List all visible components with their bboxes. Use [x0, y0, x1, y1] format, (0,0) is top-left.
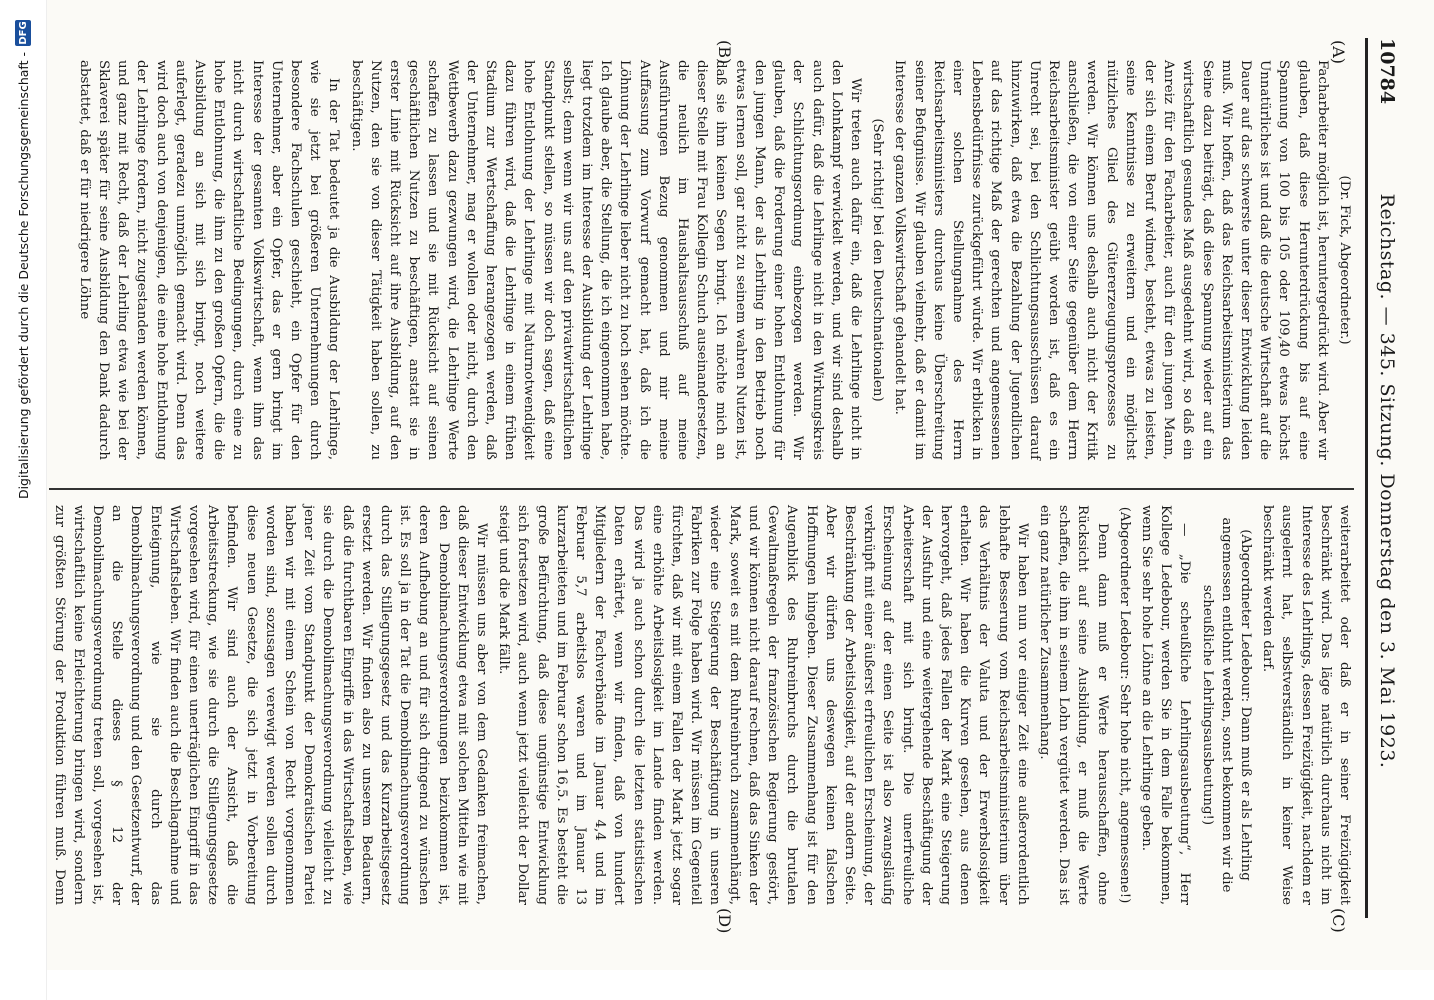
page-title: Reichstag. — 345. Sitzung. Donnerstag den 3. Mai 1923.	[1376, 193, 1398, 769]
credit-text: Digitalisierung gefördert durch die Deutsche Forschungsgemeinschaft -	[15, 52, 31, 500]
margin-marker-c: (C)	[1329, 908, 1348, 933]
paragraph: In der Tat bedeutet ja die Ausbildung der Lehrlinge, wie sie jetzt bei größeren Unternehmungen durch besondere Fachschulen geschieht, ein Opfer für den Unternehmer, aber ein Opfer, das er gern bringt im Interesse der gesamten Volkswirtschaft, wenn ihm das nicht durch wirtschaftliche Bedingungen, durch eine zu hohe Entlohnung, die ihm zu den großen Opfern, die die Ausbildung an sich mit sich bringt, noch weitere auferlegt, geradezu unmöglich gemacht wird. Denn das wird doch auch von denjenigen, die eine hohe Entlohnung der Lehrlinge fordern, nicht zugestanden werden können, und ganz mit Recht, daß der Lehrling etwa wie bei der Sklaverei später für seine Ausbildung den Dank dadurch abstattet, daß er für niedrigere Löhne	[76, 60, 342, 460]
speaker-line: (Dr. Fick, Abgeordneter.)	[1337, 175, 1352, 345]
margin-marker-a: (A)	[1329, 40, 1348, 65]
dfg-logo-icon: DFG	[15, 20, 31, 46]
interjection: (Sehr richtig! bei den Deutschnationalen)	[870, 118, 886, 402]
paragraph: Facharbeiter möglich ist, heruntergedrückt wird. Aber wir glauben, daß diese Herunterdrückung bis auf eine Spannung von 100 bis 105 oder 109,40 etwas höchst Unnatürliches ist und daß die deutsche Wirtschaft auf die Dauer auf das schwerste unter dieser Entwicklung leiden muß. Wir hoffen, daß das Reichsarbeitsministerium das Seine dazu beiträgt, daß diese Spannung wieder auf ein wirtschaftlich gesundes Maß ausgedehnt wird, so daß ein Anreiz für den Facharbeiter, auch für den jungen Mann, der sich einem Beruf widmet, besteht, etwas zu leisten, seine Kenntnisse zu erweitern und ein möglichst nützliches Glied des Gütererzeugungsprozesses zu werden. Wir können uns deshalb auch nicht der Kritik anschließen, die von einer Seite gegenüber dem Herrn Reichsarbeitsminister geübt worden ist, daß es ein Unrecht sei, bei den Schlichtungsausschüssen darauf hinzuwirken, daß etwa die Bezahlung der Jugendlichen auf das richtige Maß der gerechten und angemessenen Lebensbedürfnisse zurückgeführt würde. Wir erblicken in einer solchen Stellungnahme des Herrn Reichsarbeitsministers durchaus keine Überschreitung seiner Befugnisse. Wir glauben vielmehr, daß er damit im Interesse der ganzen Volkswirtschaft gehandelt hat.	[892, 60, 1330, 460]
margin-marker-b: (B)	[715, 40, 734, 65]
margin-marker-d: (D)	[715, 908, 734, 934]
interjection: (Abgeordneter Ledebour: Dann muß er als Lehrling angemessen entlohnt werden, sonst bekommen wir die scheußliche Lehrlingsausbeutung!)	[1199, 517, 1253, 893]
paragraph: Denn dann muß er Werte herausschaffen, ohne Rücksicht auf seine Ausbildung, er muß die Werte schaffen, die ihm in seinem Lohn vergütet werden. Das ist ein ganz natürlicher Zusammenhang.	[1036, 505, 1110, 905]
paragraph: weiterarbeitet oder daß er in seiner Freizügigkeit beschränkt wird. Das läge natürlich durchaus nicht im Interesse des Lehrlings, dessen Freizügigkeit, nachdem er ausgelernt hat, selbstverständlich in keiner Weise beschränkt werden darf.	[1260, 505, 1352, 905]
digitization-credit	[0, 0, 46, 1000]
paragraph: Wir treten auch dafür ein, daß die Lehrlinge nicht in den Lohnkampf verwickelt werden, und wir sind deshalb auch dafür, daß die Lehrlinge nicht in den Wirkungskreis der Schlichtungsordnung einbezogen werden. Wir glauben, daß die Forderung einer hohen Entlohnung für den jungen Mann, der als Lehrling in den Betrieb noch etwas lernen soll, gar nicht zu seinem wahren Nutzen ist, daß sie ihm keinen Segen bringt. Ich möchte mich an dieser Stelle mit Frau Kollegin Schuch auseinandersetzen, die neulich im Haushaltsausschuß auf meine Ausführungen Bezug genommen und mir meine Auffassung zum Vorwurf gemacht hat, daß ich die Löhnung der Lehrlinge lieber nicht zu hoch sehen möchte. Ich glaube aber, die Stellung, die ich eingenommen habe, liegt trotzdem im Interesse der Ausbildung der Lehrlinge selbst; denn wenn wir uns auf den privatwirtschaftlichen Standpunkt stellen, so müssen wir doch sagen, daß eine hohe Entlohnung der Lehrlinge mit Naturnotwendigkeit dazu führen wird, daß die Lehrlinge in einem frühen Stadium zur Wertschaffung herangezogen werden, daß der Unternehmer, mag er wollen oder nicht, durch den Wettbewerb dazu gezwungen wird, die Lehrlinge Werte schaffen zu lassen und sie mit Rücksicht auf seinen geschäftlichen Nutzen zu beschäftigen, anstatt sie in erster Linie mit Rücksicht auf ihre Ausbildung, auf den Nutzen, den sie von dieser Tätigkeit haben sollen, zu beschäftigen.	[348, 60, 863, 460]
column-divider	[49, 488, 1354, 490]
left-column	[44, 60, 1354, 460]
paragraph: — „Die scheußliche Lehrlingsausbeutung“, Herr Kollege Ledebour, werden Sie in dem Falle bekommen, wenn Sie sehr hohe Löhne an die Lehrlinge geben.	[1138, 505, 1193, 905]
page-header	[1372, 38, 1402, 918]
header-rule	[1365, 38, 1368, 918]
paragraph: Wir müssen uns aber von dem Gedanken freimachen, daß dieser Entwicklung etwa mit solchen Mitteln wie mit den Demobilmachungsverordnungen beizukommen ist, deren Aufhebung an und für sich dringend zu wünschen ist. Es soll ja in der Tat die Demobilmachungsverordnung durch das Stillegungsgesetz und das Kurzarbeitsgesetz ersetzt werden. Wir finden also zu unserem Bedauern, daß die furchtbaren Eingriffe in das Wirtschaftsleben, wie sie durch die Demobilmachungsverordnung vielleicht zu jener Zeit vom Standpunkt der Demokratischen Partei haben wir mit einem Schein von Recht vorgenommen worden sind, sozusagen verewigt werden sollen durch diese neuen Gesetze, die sich jetzt in Vorbereitung befinden. Wir sind auch der Ansicht, daß die Arbeitsstreckung, wie sie durch die Stillegungsgesetze vorgesehen wird, für einen unerträglichen Eingriff in das Wirtschaftsleben. Wir finden auch die Beschlagnahme und Enteignung, wie sie durch das Demobilmachungsverordnung und den Gesetzentwurf, der an die Stelle dieses § 12 der Demobilmachungsverordnung treten soll, vorgesehen ist, wirtschaftlich keine Erleichterung bringen wird, sondern zur größten Störung der Produktion führen muß. Denn	[51, 505, 490, 905]
interjection: (Abgeordneter Ledebour: Sehr hohe nicht, angemessene!)	[1116, 506, 1132, 904]
digitization-credit-band	[0, 0, 47, 1000]
paragraph: Wir haben nun vor einiger Zeit eine außerordentlich lebhafte Besserung vom Reichsarbeitsministerium über das Verhältnis der Valuta und der Erwerbslosigkeit erhalten. Wir haben die Kurven gesehen, aus denen hervorgeht, daß jedes Fallen der Mark eine Steigerung der Ausfuhr und eine weitergehende Beschäftigung der Arbeiterschaft mit sich bringt. Die unerfreuliche Erscheinung auf der einen Seite ist also zwangsläufig verknüpft mit einer äußerst erfreulichen Erscheinung, der Beschränkung der Arbeitslosigkeit, auf der andern Seite. Aber wir dürfen uns deswegen keinen falschen Hoffnungen hingeben. Dieser Zusammenhang ist für den Augenblick des Ruhreinbruchs durch die brutalen Gewaltmaßregeln der französischen Regierung gestört, und wir können nicht darauf rechnen, daß das Sinken der Mark, soweit es mit dem Ruhreinbruch zusammenhängt, wieder eine Steigerung der Beschäftigung in unseren Fabriken zur Folge haben wird. Wir müssen im Gegenteil fürchten, daß wir mit einem Fallen der Mark jetzt sogar eine erhöhte Arbeitslosigkeit im Lande finden werden. Das wird ja auch schon durch die letzten statistischen Daten erhärtet, wenn wir finden, daß von hundert Mitgliedern der Fachverbände im Januar 4,4 und im Februar 5,7 arbeitslos waren und im Januar 13 kurzarbeiteten und im Februar schon 16,5. Es besteht die große Befürchtung, daß diese ungünstige Entwicklung sich fortsetzen wird, auch wenn jetzt vielleicht der Dollar steigt und die Mark fällt.	[496, 505, 1030, 905]
right-column	[44, 505, 1354, 905]
page-number: 10784	[1376, 38, 1398, 105]
